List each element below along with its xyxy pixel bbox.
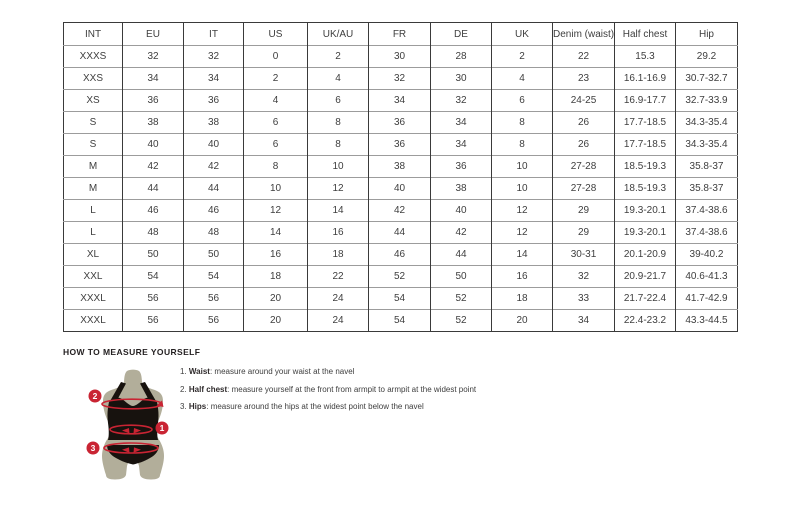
table-cell: 56 xyxy=(184,288,244,310)
column-header-uk: UK xyxy=(492,23,553,46)
table-cell: XXXL xyxy=(64,310,123,332)
table-cell: 40 xyxy=(369,178,431,200)
table-cell: 48 xyxy=(184,222,244,244)
table-cell: 26 xyxy=(553,112,615,134)
table-cell: 2 xyxy=(492,46,553,68)
table-cell: 48 xyxy=(123,222,184,244)
measure-item-text: : measure around your waist at the navel xyxy=(209,367,355,376)
table-cell: 22 xyxy=(308,266,369,288)
table-cell: 2 xyxy=(244,68,308,90)
table-cell: 50 xyxy=(123,244,184,266)
table-row xyxy=(64,90,738,112)
table-cell: 30-31 xyxy=(553,244,615,266)
table-cell: 14 xyxy=(492,244,553,266)
table-cell: 34 xyxy=(431,134,492,156)
table-cell: XL xyxy=(64,244,123,266)
table-cell: 12 xyxy=(492,200,553,222)
table-cell: 52 xyxy=(431,288,492,310)
table-cell: 8 xyxy=(308,112,369,134)
table-cell: 34 xyxy=(431,112,492,134)
table-cell: 34 xyxy=(553,310,615,332)
table-cell: 32 xyxy=(369,68,431,90)
table-cell: L xyxy=(64,200,123,222)
table-cell: 18.5-19.3 xyxy=(615,156,676,178)
table-cell: 20.9-21.7 xyxy=(615,266,676,288)
table-cell: 34 xyxy=(184,68,244,90)
table-cell: 28 xyxy=(431,46,492,68)
waist-marker-number: 1 xyxy=(159,423,165,433)
table-cell: 4 xyxy=(244,90,308,112)
table-cell: 54 xyxy=(369,310,431,332)
table-cell: 54 xyxy=(123,266,184,288)
table-cell: S xyxy=(64,134,123,156)
column-header-hip: Hip xyxy=(676,23,738,46)
table-cell: 27-28 xyxy=(553,178,615,200)
table-cell: 40.6-41.3 xyxy=(676,266,738,288)
table-cell: 12 xyxy=(244,200,308,222)
table-cell: 8 xyxy=(244,156,308,178)
table-cell: 38 xyxy=(123,112,184,134)
half-chest-marker xyxy=(89,390,102,403)
table-cell: 14 xyxy=(308,200,369,222)
table-cell: 26 xyxy=(553,134,615,156)
table-cell: 21.7-22.4 xyxy=(615,288,676,310)
measure-item-number: 1. xyxy=(180,367,187,376)
table-row xyxy=(64,266,738,288)
table-cell: 36 xyxy=(184,90,244,112)
table-cell: 27-28 xyxy=(553,156,615,178)
table-cell: 16 xyxy=(244,244,308,266)
table-cell: 37.4-38.6 xyxy=(676,222,738,244)
table-cell: 29 xyxy=(553,222,615,244)
table-cell: 10 xyxy=(308,156,369,178)
table-cell: 29 xyxy=(553,200,615,222)
measure-item-label: Hips xyxy=(188,402,207,411)
table-cell: 19.3-20.1 xyxy=(615,222,676,244)
table-cell: 42 xyxy=(431,222,492,244)
table-cell: 16.1-16.9 xyxy=(615,68,676,90)
table-cell: 24 xyxy=(308,310,369,332)
table-cell: 18.5-19.3 xyxy=(615,178,676,200)
measurement-figure xyxy=(78,368,193,518)
table-cell: 23 xyxy=(553,68,615,90)
table-cell: 35.8-37 xyxy=(676,156,738,178)
measure-item xyxy=(180,384,476,395)
table-cell: 8 xyxy=(492,112,553,134)
table-cell: 14 xyxy=(244,222,308,244)
table-cell: 34 xyxy=(369,90,431,112)
table-cell: S xyxy=(64,112,123,134)
table-cell: 32.7-33.9 xyxy=(676,90,738,112)
table-cell: 41.7-42.9 xyxy=(676,288,738,310)
table-cell: 16 xyxy=(492,266,553,288)
table-row xyxy=(64,112,738,134)
table-cell: 32 xyxy=(123,46,184,68)
column-header-de: DE xyxy=(431,23,492,46)
measure-section-title: HOW TO MEASURE YOURSELF xyxy=(63,347,201,357)
table-cell: 24-25 xyxy=(553,90,615,112)
table-cell: 8 xyxy=(308,134,369,156)
table-row xyxy=(64,244,738,266)
table-cell: 36 xyxy=(369,112,431,134)
size-table xyxy=(63,22,738,332)
table-cell: 36 xyxy=(123,90,184,112)
table-cell: 52 xyxy=(369,266,431,288)
table-row xyxy=(64,68,738,90)
table-cell: 39-40.2 xyxy=(676,244,738,266)
table-cell: 4 xyxy=(492,68,553,90)
table-cell: 42 xyxy=(123,156,184,178)
column-header-int: INT xyxy=(84,28,102,40)
table-cell: 32 xyxy=(553,266,615,288)
table-cell: L xyxy=(64,222,123,244)
measure-item-text: : measure around the hips at the widest point below the navel xyxy=(206,402,424,411)
table-cell: 44 xyxy=(184,178,244,200)
table-cell: 10 xyxy=(492,156,553,178)
table-cell: 38 xyxy=(431,178,492,200)
column-header-it: IT xyxy=(184,23,244,46)
table-cell: 6 xyxy=(244,134,308,156)
table-cell: 8 xyxy=(492,134,553,156)
table-cell: 30 xyxy=(369,46,431,68)
table-cell: 40 xyxy=(123,134,184,156)
measure-list xyxy=(180,366,476,419)
table-cell: XXXL xyxy=(64,288,123,310)
table-cell: 30.7-32.7 xyxy=(676,68,738,90)
table-cell: 34.3-35.4 xyxy=(676,134,738,156)
table-cell: M xyxy=(64,156,123,178)
measure-item-label: Half chest xyxy=(188,384,228,394)
table-cell: 12 xyxy=(308,178,369,200)
table-row xyxy=(64,178,738,200)
column-header-denim-waist-: Denim (waist) xyxy=(553,23,615,46)
size-table-body xyxy=(64,46,738,332)
size-table-header xyxy=(64,23,738,46)
column-header-half-chest: Half chest xyxy=(615,23,676,46)
table-cell: 34.3-35.4 xyxy=(676,112,738,134)
table-row xyxy=(64,222,738,244)
table-cell: 50 xyxy=(431,266,492,288)
table-cell: 22 xyxy=(553,46,615,68)
table-cell: 56 xyxy=(123,288,184,310)
measure-item-text: : measure yourself at the front from armpit to armpit at the widest point xyxy=(227,384,477,394)
table-cell: 44 xyxy=(369,222,431,244)
table-cell: 38 xyxy=(184,112,244,134)
table-cell: 12 xyxy=(492,222,553,244)
table-cell: 29.2 xyxy=(676,46,738,68)
table-cell: 19.3-20.1 xyxy=(615,200,676,222)
table-row xyxy=(64,200,738,222)
table-cell: XXS xyxy=(64,68,123,90)
table-cell: 17.7-18.5 xyxy=(615,112,676,134)
measure-item-label: Waist xyxy=(188,367,210,376)
table-cell: 42 xyxy=(369,200,431,222)
table-row xyxy=(64,288,738,310)
table-cell: 18 xyxy=(308,244,369,266)
table-cell: 16.9-17.7 xyxy=(615,90,676,112)
table-cell: 18 xyxy=(492,288,553,310)
table-cell: 43.3-44.5 xyxy=(676,310,738,332)
table-cell: 6 xyxy=(492,90,553,112)
table-cell: 32 xyxy=(431,90,492,112)
hips-marker-number: 3 xyxy=(90,443,96,453)
table-cell: 4 xyxy=(308,68,369,90)
column-header-us: US xyxy=(244,23,308,46)
table-cell: 35.8-37 xyxy=(676,178,738,200)
table-cell: 56 xyxy=(123,310,184,332)
table-cell: 46 xyxy=(184,200,244,222)
table-cell: 34 xyxy=(123,68,184,90)
table-cell: 30 xyxy=(431,68,492,90)
column-header-uk-au: UK/AU xyxy=(308,23,369,46)
table-cell: 36 xyxy=(369,134,431,156)
table-cell: 36 xyxy=(431,156,492,178)
waist-marker xyxy=(156,422,169,435)
table-cell: 46 xyxy=(369,244,431,266)
table-cell: 2 xyxy=(308,46,369,68)
table-cell: XS xyxy=(64,90,123,112)
table-cell: XXXS xyxy=(64,46,123,68)
table-cell: 6 xyxy=(308,90,369,112)
table-cell: 10 xyxy=(492,178,553,200)
table-cell: 17.7-18.5 xyxy=(615,134,676,156)
table-cell: 20.1-20.9 xyxy=(615,244,676,266)
table-cell: 16 xyxy=(308,222,369,244)
table-cell: 44 xyxy=(431,244,492,266)
table-cell: 46 xyxy=(123,200,184,222)
measure-item xyxy=(180,366,476,377)
table-cell: 37.4-38.6 xyxy=(676,200,738,222)
table-cell: 40 xyxy=(431,200,492,222)
size-table-container xyxy=(63,22,738,332)
table-cell: XXL xyxy=(64,266,123,288)
table-cell: 44 xyxy=(123,178,184,200)
table-cell: 52 xyxy=(431,310,492,332)
table-cell: 20 xyxy=(244,288,308,310)
header-row xyxy=(64,23,738,46)
table-row xyxy=(64,310,738,332)
half-chest-marker-number: 2 xyxy=(92,391,98,401)
table-cell: 38 xyxy=(369,156,431,178)
table-cell: 20 xyxy=(244,310,308,332)
table-cell: 32 xyxy=(184,46,244,68)
table-cell: 24 xyxy=(308,288,369,310)
table-cell: 15.3 xyxy=(615,46,676,68)
table-cell: 42 xyxy=(184,156,244,178)
table-row xyxy=(64,134,738,156)
table-row xyxy=(64,156,738,178)
column-header-eu: EU xyxy=(123,23,184,46)
hips-marker xyxy=(87,442,100,455)
table-cell: 33 xyxy=(553,288,615,310)
table-cell: 56 xyxy=(184,310,244,332)
table-cell: M xyxy=(64,178,123,200)
table-cell: 0 xyxy=(244,46,308,68)
table-cell: 54 xyxy=(369,288,431,310)
measure-item xyxy=(180,401,476,412)
column-header-fr: FR xyxy=(369,23,431,46)
measure-item-number: 3. xyxy=(180,402,187,411)
table-cell: 18 xyxy=(244,266,308,288)
measure-item-number: 2. xyxy=(180,384,187,394)
table-cell: 6 xyxy=(244,112,308,134)
table-cell: 10 xyxy=(244,178,308,200)
table-cell: 54 xyxy=(184,266,244,288)
table-cell: 20 xyxy=(492,310,553,332)
table-cell: 22.4-23.2 xyxy=(615,310,676,332)
table-row xyxy=(64,46,738,68)
table-cell: 50 xyxy=(184,244,244,266)
table-cell: 40 xyxy=(184,134,244,156)
